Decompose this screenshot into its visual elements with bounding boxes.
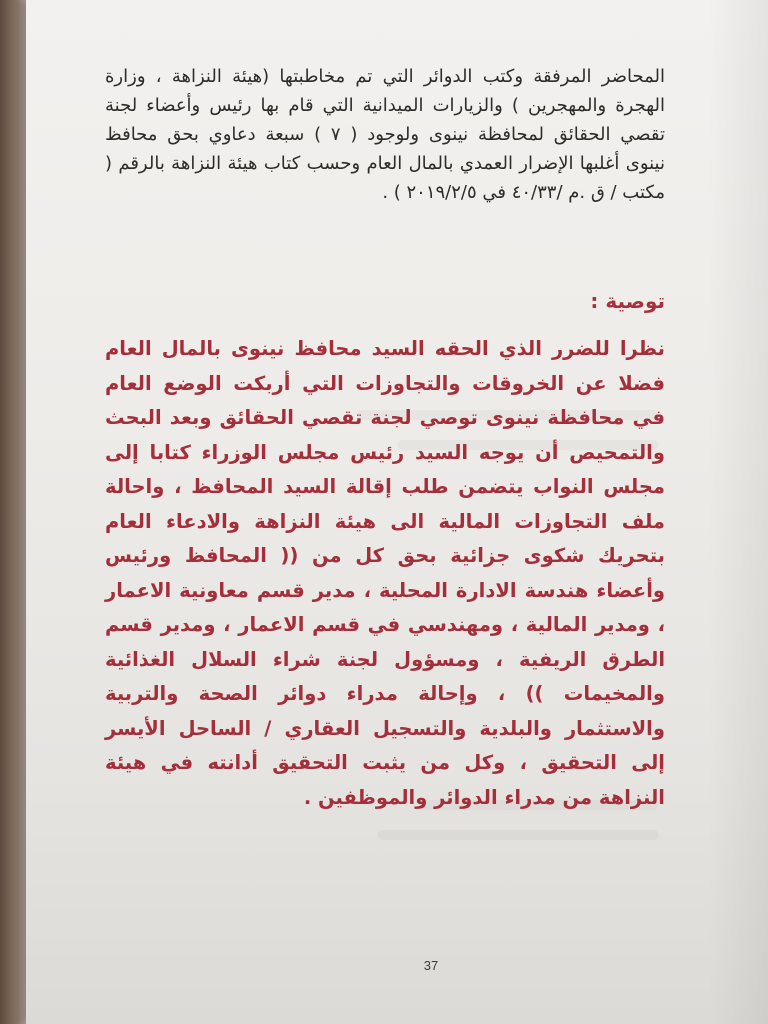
recommendation-heading: توصية : xyxy=(590,289,665,313)
page-number: 37 xyxy=(423,958,439,973)
page-shadow xyxy=(708,0,768,1024)
recommendation-text: نظرا للضرر الذي الحقه السيد محافظ نينوى بالمال العام فضلا عن الخروقات والتجاوزات التي أربكت الوضع العام في محافظة نينوى توصي لجنة تقصي الحقائق وبعد البحث والتمحيص أن يوجه السيد رئيس مجلس الوزراء كتابا إلى مجلس النواب يتضمن طلب إقالة السيد المحافظ ، واحالة ملف التجاوزات المالية الى هيئة النزاهة والادعاء العام بتحريك شكوى جزائية بحق كل من (( المحافظ ورئيس وأعضاء هندسة الادارة المحلية ، مدير قسم معاونية الاعمار ، ومدير المالية ، ومهندسي في قسم الاعمار ، ومدير قسم الطرق الريفية ، ومسؤول لجنة شراء السلال الغذائية والمخيمات )) ، وإحالة مدراء دوائر الصحة والتربية والاستثمار والبلدية والتسجيل العقاري / الساحل الأيسر إلى التحقيق ، وكل من يثبت التحقيق أدانته في هيئة النزاهة من مدراء الدوائر والموظفين . xyxy=(105,337,665,809)
show-through-line xyxy=(378,830,658,840)
intro-text: المحاضر المرفقة وكتب الدوائر التي تم مخاطبتها (هيئة النزاهة ، وزارة الهجرة والمهجرين ) والزيارات الميدانية التي قام بها رئيس وأعضاء لجنة تقصي الحقائق لمحافظة نينوى ولوجود ( ٧ ) سبعة دعاوي بحق محافظ نينوى أغلبها الإضرار العمدي بالمال العام وحسب كتاب هيئة النزاهة بالرقم ( مكتب / ق .م /٤٠/٣٣ في ٢٠١٩/٢/٥ ) . xyxy=(105,66,665,203)
intro-paragraph xyxy=(105,62,665,207)
recommendation-paragraph xyxy=(105,332,665,815)
document-page xyxy=(26,0,768,1024)
